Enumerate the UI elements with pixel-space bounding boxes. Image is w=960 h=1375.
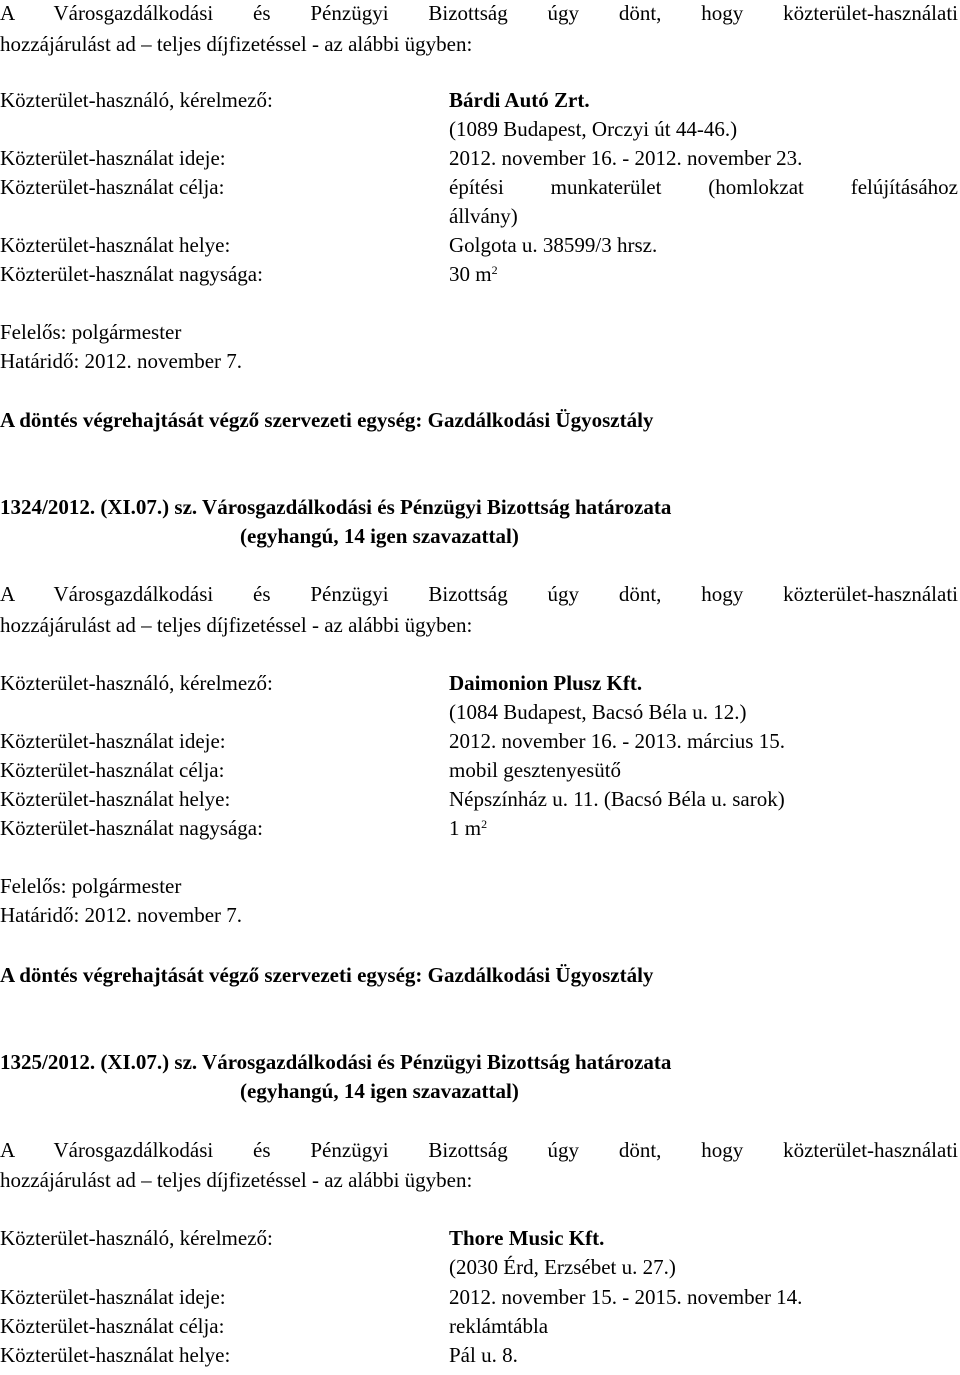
place-value: Népszínház u. 11. (Bacsó Béla u. sarok) bbox=[449, 787, 785, 811]
purpose-line-2: állvány) bbox=[449, 204, 518, 228]
user-name: Daimonion Plusz Kft. bbox=[449, 671, 643, 695]
vote-result: (egyhangú, 14 igen szavazattal) bbox=[240, 524, 519, 548]
size-number: 30 m bbox=[449, 262, 492, 286]
user-address: (1084 Budapest, Bacsó Béla u. 12.) bbox=[449, 700, 747, 724]
label-place: Közterület-használat helye: bbox=[0, 233, 231, 257]
resolution-title: 1324/2012. (XI.07.) sz. Városgazdálkodási és Pénzügyi Bizottság határozata bbox=[0, 495, 672, 519]
time-value: 2012. november 16. - 2013. március 15. bbox=[449, 729, 785, 753]
size-value bbox=[449, 261, 498, 287]
executor-unit: A döntés végrehajtását végző szervezeti egység: Gazdálkodási Ügyosztály bbox=[0, 963, 654, 987]
purpose-value: mobil gesztenyesütő bbox=[449, 758, 622, 782]
label-user: Közterület-használó, kérelmező: bbox=[0, 671, 273, 695]
place-value: Pál u. 8. bbox=[449, 1343, 518, 1367]
label-time: Közterület-használat ideje: bbox=[0, 1285, 226, 1309]
time-value: 2012. november 15. - 2015. november 14. bbox=[449, 1285, 803, 1309]
vote-result: (egyhangú, 14 igen szavazattal) bbox=[240, 1079, 519, 1103]
label-user: Közterület-használó, kérelmező: bbox=[0, 1226, 273, 1250]
executor-unit: A döntés végrehajtását végző szervezeti egység: Gazdálkodási Ügyosztály bbox=[0, 408, 654, 432]
size-number: 1 m bbox=[449, 816, 482, 840]
intro-line-2: hozzájárulást ad – teljes díjfizetéssel - az alábbi ügyben: bbox=[0, 1168, 473, 1192]
label-purpose: Közterület-használat célja: bbox=[0, 758, 225, 782]
responsible: Felelős: polgármester bbox=[0, 874, 182, 898]
label-time: Közterület-használat ideje: bbox=[0, 729, 226, 753]
label-user: Közterület-használó, kérelmező: bbox=[0, 88, 273, 112]
purpose-line-1: építési munkaterület (homlokzat felújításához bbox=[449, 175, 958, 199]
time-value: 2012. november 16. - 2012. november 23. bbox=[449, 146, 803, 170]
label-place: Közterület-használat helye: bbox=[0, 1343, 231, 1367]
purpose-value: reklámtábla bbox=[449, 1314, 549, 1338]
label-place: Közterület-használat helye: bbox=[0, 787, 231, 811]
label-time: Közterület-használat ideje: bbox=[0, 146, 226, 170]
user-address: (1089 Budapest, Orczyi út 44-46.) bbox=[449, 117, 738, 141]
place-value: Golgota u. 38599/3 hrsz. bbox=[449, 233, 658, 257]
label-size: Közterület-használat nagysága: bbox=[0, 262, 263, 286]
size-exponent: 2 bbox=[481, 817, 488, 831]
deadline: Határidő: 2012. november 7. bbox=[0, 349, 243, 373]
deadline: Határidő: 2012. november 7. bbox=[0, 903, 243, 927]
intro-line-1: A Városgazdálkodási és Pénzügyi Bizottság úgy dönt, hogy közterület-használati bbox=[0, 1138, 958, 1162]
user-name: Bárdi Autó Zrt. bbox=[449, 88, 590, 112]
intro-line-2: hozzájárulást ad – teljes díjfizetéssel - az alábbi ügyben: bbox=[0, 613, 473, 637]
label-purpose: Közterület-használat célja: bbox=[0, 175, 225, 199]
user-name: Thore Music Kft. bbox=[449, 1226, 605, 1250]
label-size: Közterület-használat nagysága: bbox=[0, 816, 263, 840]
user-address: (2030 Érd, Erzsébet u. 27.) bbox=[449, 1255, 676, 1279]
intro-line-1: A Városgazdálkodási és Pénzügyi Bizottság úgy dönt, hogy közterület-használati bbox=[0, 1, 958, 25]
intro-line-2: hozzájárulást ad – teljes díjfizetéssel - az alábbi ügyben: bbox=[0, 32, 473, 56]
resolution-title: 1325/2012. (XI.07.) sz. Városgazdálkodási és Pénzügyi Bizottság határozata bbox=[0, 1050, 672, 1074]
size-exponent: 2 bbox=[491, 263, 498, 277]
responsible: Felelős: polgármester bbox=[0, 320, 182, 344]
size-value bbox=[449, 815, 487, 841]
intro-line-1: A Városgazdálkodási és Pénzügyi Bizottság úgy dönt, hogy közterület-használati bbox=[0, 582, 958, 606]
label-purpose: Közterület-használat célja: bbox=[0, 1314, 225, 1338]
